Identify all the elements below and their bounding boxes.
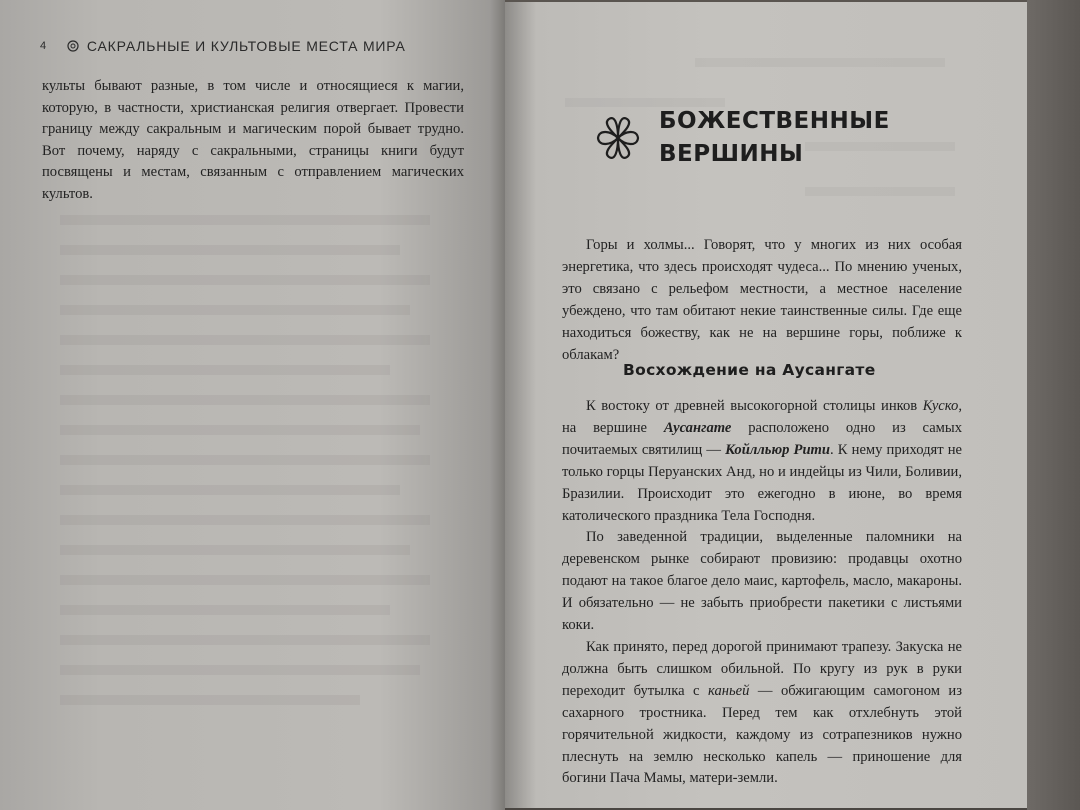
show-through (60, 575, 430, 585)
show-through (60, 515, 430, 525)
left-running-head (40, 38, 406, 54)
intro-text: Горы и холмы... Говорят, что у многих из них особая энергетика, что здесь происходят чудеса... По мнению ученых, это связано с рельефом местности, а местное население убеждено, что там обитают некие таинственные силы. Где еще находиться божеству, как не на вершине горы, поближе к облакам? (562, 237, 962, 363)
show-through (60, 275, 430, 285)
show-through (60, 335, 430, 345)
show-through (60, 245, 400, 255)
left-paragraph: культы бывают разные, в том числе и относящиеся к магии, которую, в частности, христианская религия отвергает. Провести границу между сакральным и магическим порой бывает трудно. Вот почему, наряду с сакральными, страницы книги будут посвящены и местам, связанным с отправлением магических культов. (42, 78, 464, 202)
ornament-icon (67, 40, 79, 52)
right-page (505, 2, 1027, 808)
show-through (60, 305, 410, 315)
show-through (60, 545, 410, 555)
chapter-heading (593, 105, 889, 171)
paragraph-1: К востоку от древней высокогорной столицы инков Куско, на вершине Аусангате расположено одно из самых почитаемых святилищ — Койлльюр Рити. К нему приходят не только горцы Перуанских Анд, но и индейцы из Чили, Боливии, Бразилии. Происходит это ежегодно в июне, во время католического праздника Тела Господня. (562, 398, 963, 524)
chapter-title: БОЖЕСТВЕННЫЕ ВЕРШИНЫ (659, 108, 890, 167)
show-through (60, 455, 430, 465)
show-through (805, 187, 955, 196)
body-text (562, 396, 962, 790)
paragraph-3: Как принято, перед дорогой принимают трапезу. Закуска не должна быть слишком обильной. По кругу из рук в руки переходит бутылка с каньей — обжигающим самогоном из сахарного тростника. Перед тем как отхлебнуть этой горячительной жидкости, каждому из сотрапезников нужно плеснуть на землю несколько капель — приношение для богини Пача Мамы, матери-земли. (562, 638, 963, 787)
show-through (60, 485, 400, 495)
intro-paragraph (562, 235, 962, 366)
page-number: 4 (40, 40, 47, 52)
show-through (60, 665, 420, 675)
background-edge (1027, 0, 1080, 810)
show-through (695, 58, 945, 67)
section-title: Восхождение на Аусангате (623, 361, 876, 379)
knot-ornament-icon (593, 113, 643, 163)
show-through (60, 695, 360, 705)
show-through (60, 635, 430, 645)
running-head-title: САКРАЛЬНЫЕ И КУЛЬТОВЫЕ МЕСТА МИРА (86, 38, 406, 54)
show-through (60, 365, 390, 375)
paragraph-2: По заведенной традиции, выделенные паломники на деревенском рынке собирают провизию: продавцы охотно подают на такое благое дело маис, картофель, масло, макароны. И обязательно — не забыть приобрести пакетики с листьями коки. (562, 529, 962, 634)
show-through (60, 425, 420, 435)
show-through (60, 395, 430, 405)
show-through (60, 605, 390, 615)
left-page (0, 0, 505, 810)
show-through (60, 215, 430, 225)
